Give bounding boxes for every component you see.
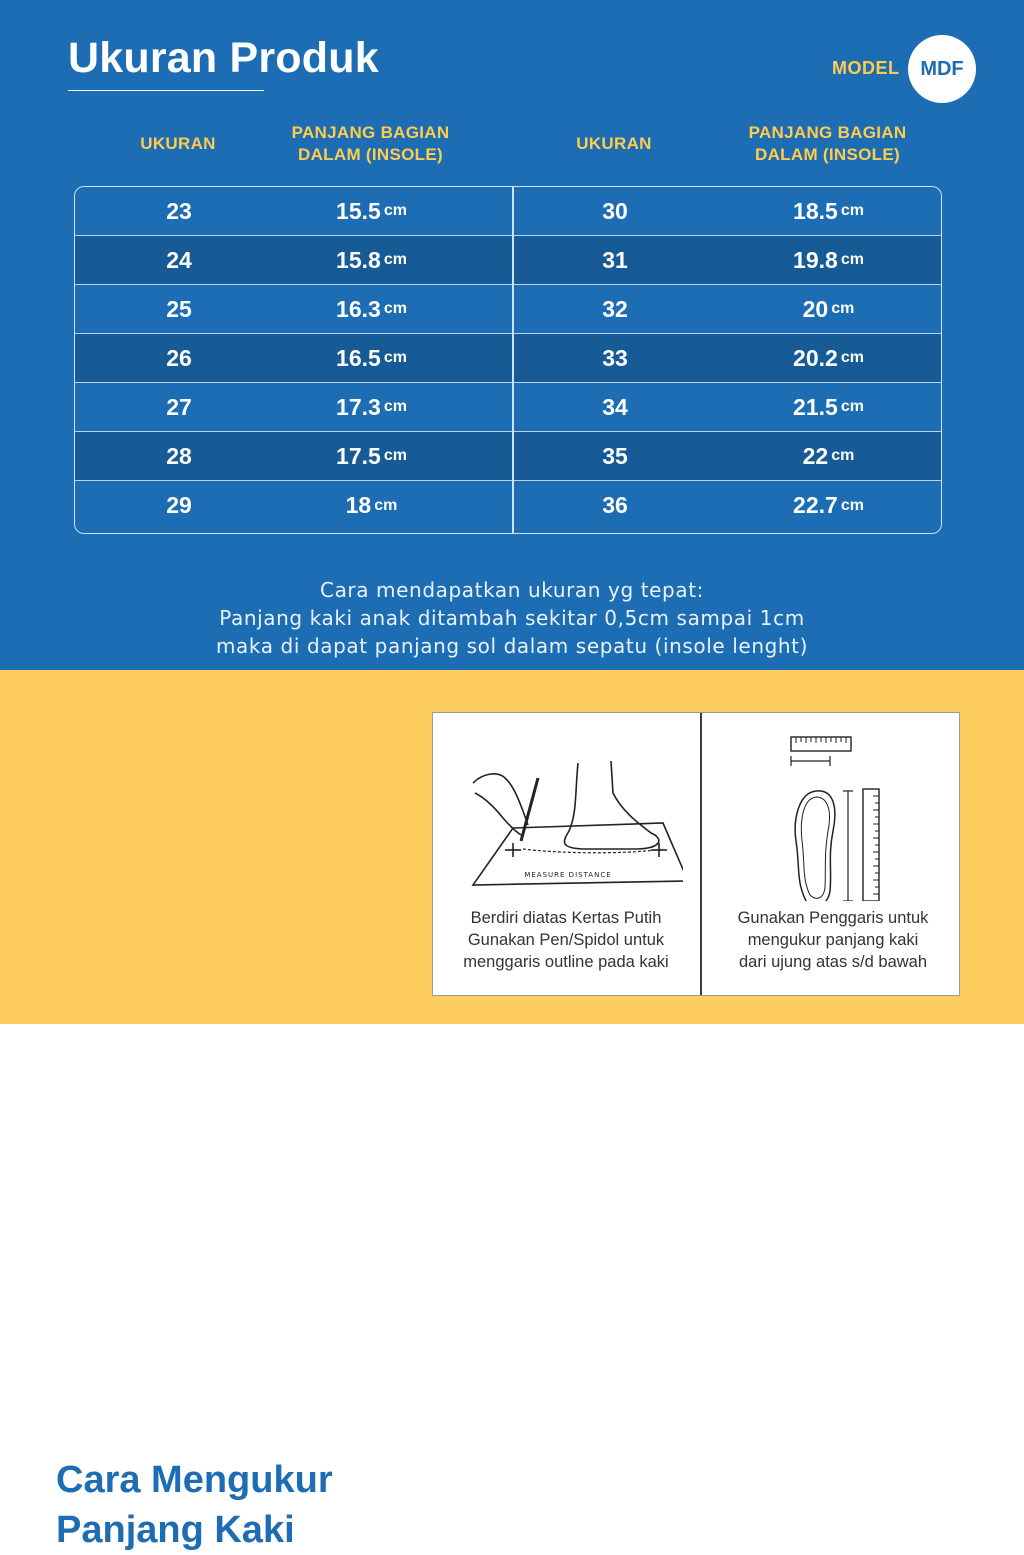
cell-value: 15.8 [336,246,381,273]
cell-value: 18.5 [793,197,838,224]
caption-line: menggaris outline pada kaki [463,953,669,971]
note-line: Cara mendapatkan ukuran yg tepat: [320,578,704,602]
unit-label: cm [374,496,398,514]
size-cell [555,383,675,431]
size-cell [119,334,239,382]
insole-length-cell [721,236,936,284]
cell-value: 21.5 [793,393,838,420]
insole-length-cell [721,334,936,382]
mat-label: MEASURE DISTANCE [524,871,612,879]
cell-value: 17.5 [336,442,381,469]
panel-divider [700,713,702,995]
cell-value: 23 [166,197,192,224]
insole-length-cell [721,432,936,480]
caption-line: dari ujung atas s/d bawah [738,953,928,971]
size-cell [119,187,239,235]
cell-value: 30 [602,197,628,224]
unit-label: cm [383,300,407,317]
measure-title [56,1455,333,1555]
cell-value: 29 [166,492,192,518]
table-row [75,481,941,530]
cell-value: 18 [345,492,372,518]
page-title: Ukuran Produk [68,34,379,82]
note-line: maka di dapat panjang sol dalam sepatu (insole lenght) [215,634,809,658]
cell-value: 22.7 [793,492,838,518]
foot-tracing-illustration-icon [463,753,683,893]
header-line-2: DALAM (INSOLE) [755,145,900,164]
unit-label: cm [383,398,407,415]
unit-label: cm [840,251,864,268]
cell-value: 15.5 [336,197,381,224]
cell-value: 17.3 [336,393,381,420]
insole-length-cell [721,187,936,235]
insole-length-cell [269,285,474,333]
cell-value: 32 [602,295,628,322]
measure-title-line: Panjang Kaki [56,1509,295,1551]
size-cell [555,285,675,333]
column-header-size: UKURAN [140,134,216,153]
cell-value: 26 [166,344,192,371]
caption-line: Gunakan Pen/Spidol untuk [467,931,665,949]
insole-length-cell [269,383,474,431]
cell-value: 28 [166,442,192,469]
column-header-insole-length [720,122,935,166]
insole-length-cell [269,187,474,235]
cell-value: 33 [602,344,628,371]
measure-title-line: Cara Mengukur [56,1459,333,1501]
title-underline [68,90,264,91]
cell-value: 22 [802,442,829,469]
size-cell [119,236,239,284]
size-cell [119,285,239,333]
caption-line: Berdiri diatas Kertas Putih [470,909,662,927]
insole-length-cell [269,432,474,480]
header-line-2: DALAM (INSOLE) [298,145,443,164]
cell-value: 31 [602,246,628,273]
size-cell [555,187,675,235]
cell-value: 36 [602,492,628,518]
model-badge [908,35,976,103]
unit-label: cm [383,202,407,219]
cell-value: 20 [802,295,829,322]
unit-label: cm [840,349,864,366]
model-name: MDF [920,57,964,80]
size-cell [555,236,675,284]
table-divider [512,187,514,533]
header-line-1: PANJANG BAGIAN [291,123,450,142]
measure-instructions-panel [432,712,960,996]
cell-value: 34 [602,393,628,420]
table-row [75,187,941,236]
note-line: Panjang kaki anak ditambah sekitar 0,5cm sampai 1cm [219,606,805,630]
table-row [75,285,941,334]
cell-value: 24 [166,246,192,273]
fitting-note [112,576,912,660]
table-row [75,383,941,432]
insole-length-cell [269,481,474,530]
size-cell [555,334,675,382]
insole-length-cell [721,383,936,431]
insole-length-cell [721,481,936,530]
size-cell [119,383,239,431]
insole-length-cell [721,285,936,333]
table-row [75,236,941,285]
header-line-1: PANJANG BAGIAN [748,123,907,142]
column-header-insole-length [268,122,473,166]
size-table [74,186,942,534]
cell-value: 20.2 [793,344,838,371]
unit-label: cm [831,300,855,317]
unit-label: cm [383,251,407,268]
cell-value: 16.3 [336,295,381,322]
ruler-measure-illustration-icon [778,731,908,901]
cell-value: 35 [602,442,628,469]
unit-label: cm [840,398,864,415]
insole-length-cell [269,334,474,382]
size-cell [555,481,675,530]
insole-length-cell [269,236,474,284]
size-cell [119,481,239,530]
size-cell [555,432,675,480]
size-chart-section [0,0,1024,670]
unit-label: cm [831,447,855,464]
unit-label: cm [840,496,864,514]
cell-value: 25 [166,295,192,322]
step-2-caption [708,907,958,973]
cell-value: 19.8 [793,246,838,273]
column-header-size: UKURAN [576,134,652,153]
unit-label: cm [383,349,407,366]
table-row [75,432,941,481]
unit-label: cm [840,202,864,219]
cell-value: 16.5 [336,344,381,371]
size-cell [119,432,239,480]
table-row [75,334,941,383]
model-label: MODEL [832,58,900,78]
caption-line: Gunakan Penggaris untuk [737,909,929,927]
caption-line: mengukur panjang kaki [747,931,919,949]
cell-value: 27 [166,393,192,420]
step-1-caption [441,907,691,973]
unit-label: cm [383,447,407,464]
